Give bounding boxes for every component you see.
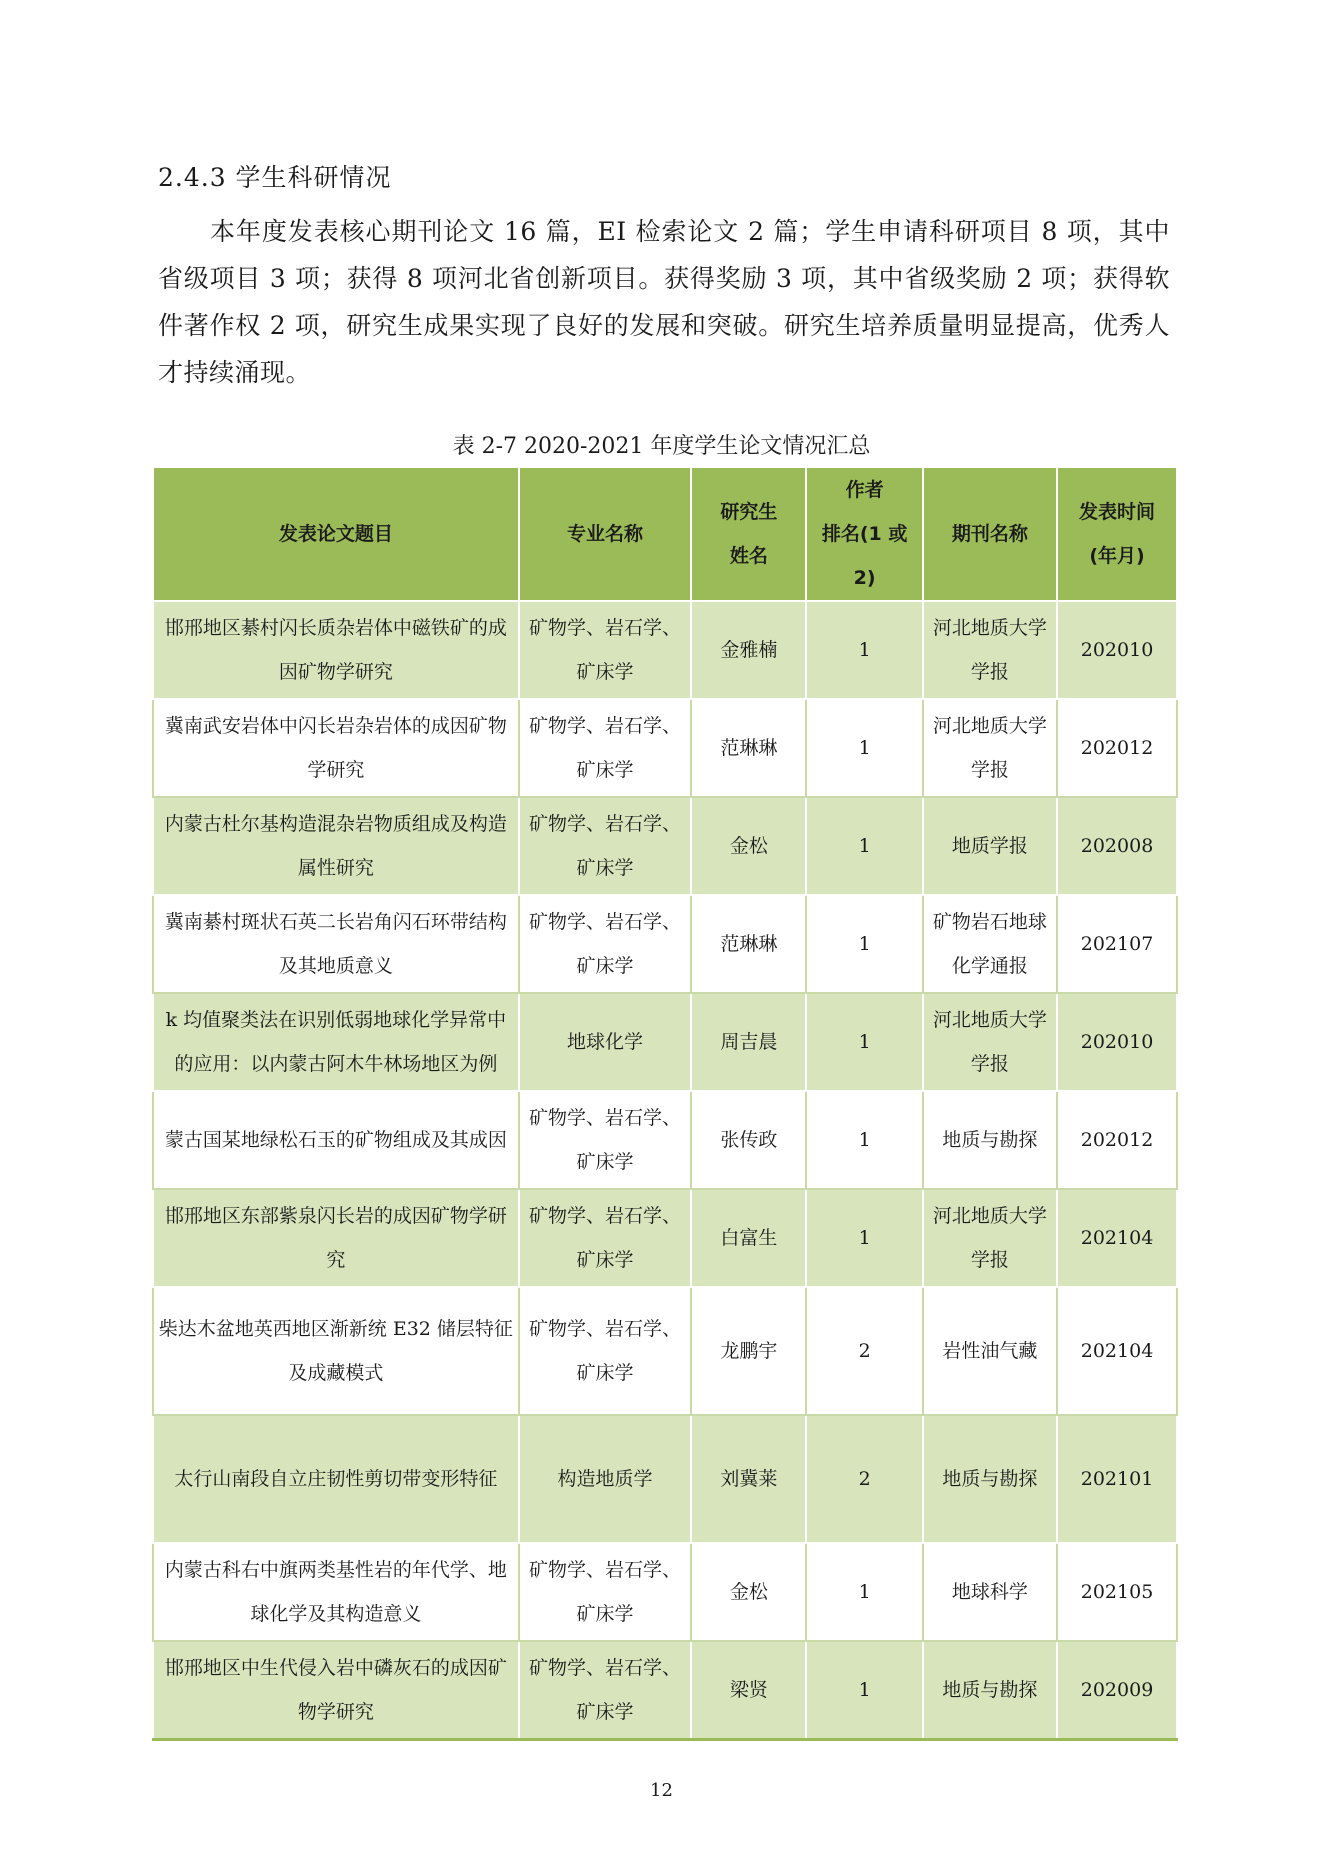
cell-journal: 河北地质大学学报 xyxy=(923,699,1057,797)
cell-student: 梁贤 xyxy=(691,1641,806,1740)
cell-rank: 1 xyxy=(806,601,922,699)
cell-title: 柴达木盆地英西地区渐新统 E32 储层特征及成藏模式 xyxy=(153,1287,519,1415)
cell-title: 邯邢地区东部紫泉闪长岩的成因矿物学研究 xyxy=(153,1189,519,1287)
cell-journal: 矿物岩石地球化学通报 xyxy=(923,895,1057,993)
cell-journal: 河北地质大学学报 xyxy=(923,993,1057,1091)
papers-table xyxy=(152,466,1178,1741)
cell-major: 矿物学、岩石学、矿床学 xyxy=(519,699,692,797)
col-header-date: 发表时间 (年月) xyxy=(1057,467,1177,601)
cell-journal: 地质与勘探 xyxy=(923,1415,1057,1543)
cell-journal: 河北地质大学学报 xyxy=(923,601,1057,699)
cell-major: 地球化学 xyxy=(519,993,692,1091)
cell-title: 冀南武安岩体中闪长岩杂岩体的成因矿物学研究 xyxy=(153,699,519,797)
cell-major: 矿物学、岩石学、矿床学 xyxy=(519,1189,692,1287)
col-header-student: 研究生 姓名 xyxy=(691,467,806,601)
cell-student: 白富生 xyxy=(691,1189,806,1287)
cell-date: 202012 xyxy=(1057,1091,1177,1189)
cell-student: 张传政 xyxy=(691,1091,806,1189)
table-row xyxy=(153,1543,1177,1641)
cell-rank: 1 xyxy=(806,1543,922,1641)
cell-date: 202012 xyxy=(1057,699,1177,797)
cell-date: 202010 xyxy=(1057,601,1177,699)
cell-student: 龙鹏宇 xyxy=(691,1287,806,1415)
cell-journal: 地质与勘探 xyxy=(923,1091,1057,1189)
cell-rank: 1 xyxy=(806,699,922,797)
cell-student: 金松 xyxy=(691,797,806,895)
col-header-title: 发表论文题目 xyxy=(153,467,519,601)
table-header-row xyxy=(153,467,1177,601)
cell-student: 范琳琳 xyxy=(691,699,806,797)
cell-rank: 1 xyxy=(806,895,922,993)
cell-major: 矿物学、岩石学、矿床学 xyxy=(519,797,692,895)
table-row xyxy=(153,1189,1177,1287)
cell-title: 太行山南段自立庄韧性剪切带变形特征 xyxy=(153,1415,519,1543)
cell-title: 冀南綦村斑状石英二长岩角闪石环带结构及其地质意义 xyxy=(153,895,519,993)
cell-title: 蒙古国某地绿松石玉的矿物组成及其成因 xyxy=(153,1091,519,1189)
cell-date: 202107 xyxy=(1057,895,1177,993)
col-header-rank: 作者 排名(1 或 2) xyxy=(806,467,922,601)
table-row xyxy=(153,895,1177,993)
cell-student: 刘冀莱 xyxy=(691,1415,806,1543)
table-row xyxy=(153,601,1177,699)
table-caption: 表 2-7 2020-2021 年度学生论文情况汇总 xyxy=(452,434,871,459)
cell-journal: 河北地质大学学报 xyxy=(923,1189,1057,1287)
cell-major: 矿物学、岩石学、矿床学 xyxy=(519,1287,692,1415)
cell-major: 矿物学、岩石学、矿床学 xyxy=(519,1641,692,1740)
table-row xyxy=(153,699,1177,797)
cell-title: 内蒙古杜尔基构造混杂岩物质组成及构造属性研究 xyxy=(153,797,519,895)
cell-student: 周吉晨 xyxy=(691,993,806,1091)
cell-student: 金雅楠 xyxy=(691,601,806,699)
cell-journal: 地质学报 xyxy=(923,797,1057,895)
cell-journal: 地球科学 xyxy=(923,1543,1057,1641)
table-row xyxy=(153,797,1177,895)
col-header-journal: 期刊名称 xyxy=(923,467,1057,601)
cell-date: 202105 xyxy=(1057,1543,1177,1641)
table-row xyxy=(153,1287,1177,1415)
body-paragraph: 本年度发表核心期刊论文 16 篇，EI 检索论文 2 篇；学生申请科研项目 8 项，其中省级项目 3 项；获得 8 项河北省创新项目。获得奖励 3 项，其中省级奖励 2 项；获得软件著作权 2 项，研究生成果实现了良好的发展和突破。研究生培养质量明显提高，优秀人才持续涌现。 xyxy=(158,217,1170,387)
cell-major: 矿物学、岩石学、矿床学 xyxy=(519,895,692,993)
cell-student: 金松 xyxy=(691,1543,806,1641)
cell-title: 内蒙古科右中旗两类基性岩的年代学、地球化学及其构造意义 xyxy=(153,1543,519,1641)
cell-student: 范琳琳 xyxy=(691,895,806,993)
cell-title: 邯邢地区綦村闪长质杂岩体中磁铁矿的成因矿物学研究 xyxy=(153,601,519,699)
cell-date: 202101 xyxy=(1057,1415,1177,1543)
table-row xyxy=(153,1091,1177,1189)
cell-date: 202008 xyxy=(1057,797,1177,895)
cell-rank: 1 xyxy=(806,797,922,895)
cell-journal: 地质与勘探 xyxy=(923,1641,1057,1740)
page-number: 12 xyxy=(650,1780,673,1801)
col-header-major: 专业名称 xyxy=(519,467,692,601)
cell-rank: 2 xyxy=(806,1287,922,1415)
table-row xyxy=(153,1415,1177,1543)
cell-rank: 2 xyxy=(806,1415,922,1543)
cell-major: 构造地质学 xyxy=(519,1415,692,1543)
cell-rank: 1 xyxy=(806,1091,922,1189)
cell-title: k 均值聚类法在识别低弱地球化学异常中的应用：以内蒙古阿木牛林场地区为例 xyxy=(153,993,519,1091)
cell-rank: 1 xyxy=(806,1641,922,1740)
cell-rank: 1 xyxy=(806,993,922,1091)
table-row xyxy=(153,1641,1177,1740)
cell-major: 矿物学、岩石学、矿床学 xyxy=(519,601,692,699)
cell-title: 邯邢地区中生代侵入岩中磷灰石的成因矿物学研究 xyxy=(153,1641,519,1740)
cell-journal: 岩性油气藏 xyxy=(923,1287,1057,1415)
cell-rank: 1 xyxy=(806,1189,922,1287)
cell-major: 矿物学、岩石学、矿床学 xyxy=(519,1543,692,1641)
table-row xyxy=(153,993,1177,1091)
section-heading: 2.4.3 学生科研情况 xyxy=(158,163,392,192)
cell-date: 202104 xyxy=(1057,1189,1177,1287)
cell-date: 202009 xyxy=(1057,1641,1177,1740)
cell-date: 202010 xyxy=(1057,993,1177,1091)
cell-major: 矿物学、岩石学、矿床学 xyxy=(519,1091,692,1189)
cell-date: 202104 xyxy=(1057,1287,1177,1415)
